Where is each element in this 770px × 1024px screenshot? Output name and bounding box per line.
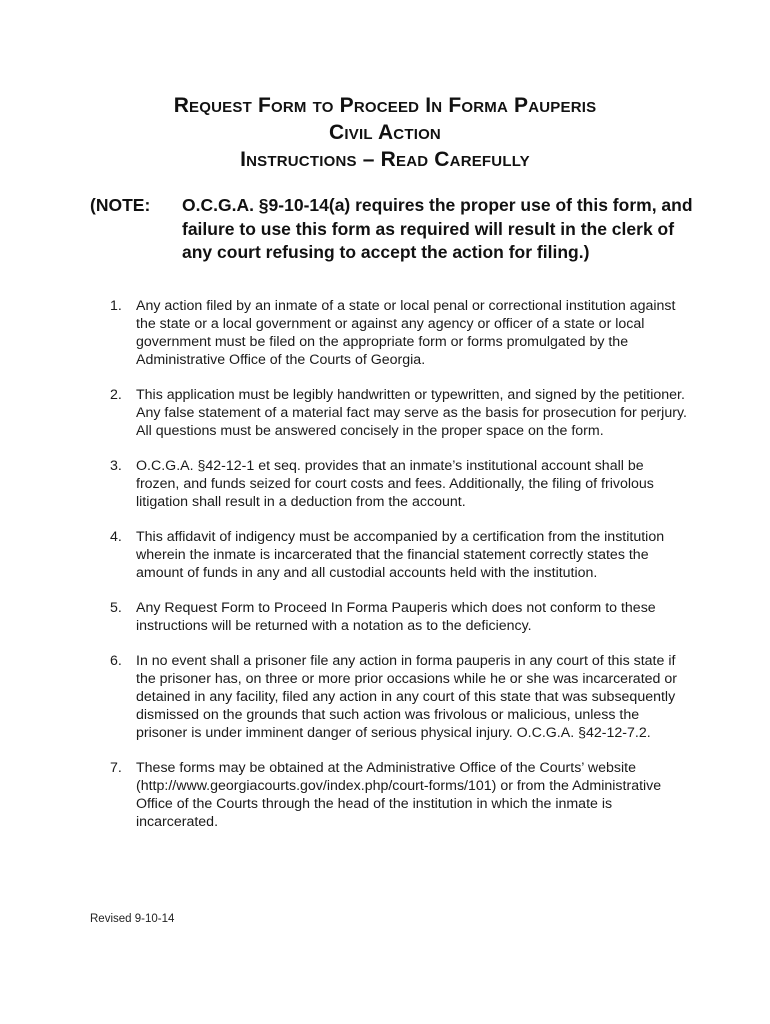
item-number: 4. bbox=[110, 529, 122, 545]
instruction-item bbox=[110, 386, 690, 440]
instruction-list bbox=[110, 297, 690, 848]
note-text: O.C.G.A. §9-10-14(a) requires the proper use of this form, and failure to use this form as required will result in the clerk of any court refusing to accept the action for filing.) bbox=[182, 195, 693, 262]
item-text: Any action filed by an inmate of a state or local penal or correctional institution against the state or a local government or against any agency or officer of a state or local government must be filed on the appropriate form or forms promulgated by the Administrative Office of the Courts of Georgia. bbox=[136, 298, 676, 368]
item-text: This affidavit of indigency must be accompanied by a certification from the institution wherein the inmate is incarcerated that the financial statement correctly states the amount of funds in any and all custodial accounts held with the institution. bbox=[136, 529, 665, 581]
note-label: (NOTE: bbox=[90, 195, 151, 215]
title-line-1: Request Form to Proceed In Forma Pauperis bbox=[173, 94, 597, 117]
item-number: 2. bbox=[110, 387, 122, 403]
item-number: 3. bbox=[110, 458, 122, 474]
document-title bbox=[0, 92, 770, 173]
item-text: O.C.G.A. §42-12-1 et seq. provides that an inmate’s institutional account shall be frozen, and funds seized for court costs and fees. Additionally, the filing of frivolous litigation shall result in a deduction from the account. bbox=[136, 458, 654, 510]
item-number: 5. bbox=[110, 600, 122, 616]
title-line-3: Instructions – Read Carefully bbox=[240, 148, 530, 171]
item-text: Any Request Form to Proceed In Forma Pauperis which does not conform to these instructions will be returned with a notation as to the deficiency. bbox=[136, 600, 656, 634]
item-text: This application must be legibly handwritten or typewritten, and signed by the petitioner. Any false statement of a material fact may serve as the basis for prosecution for perjury. All questions must be answered concisely in the proper space on the form. bbox=[136, 387, 687, 439]
instruction-item bbox=[110, 528, 690, 582]
item-number: 6. bbox=[110, 653, 122, 669]
instruction-item bbox=[110, 759, 690, 831]
instruction-item bbox=[110, 652, 690, 742]
item-number: 7. bbox=[110, 760, 122, 776]
instruction-item bbox=[110, 599, 690, 635]
item-number: 1. bbox=[110, 298, 122, 314]
item-text: In no event shall a prisoner file any action in forma pauperis in any court of this state if the prisoner has, on three or more prior occasions while he or she was incarcerated or detained in any facility, filed any action in any court of this state that was subsequently dismissed on the grounds that such action was frivolous or malicious, unless the prisoner is under imminent danger of serious physical injury. O.C.G.A. §42-12-7.2. bbox=[136, 653, 677, 741]
title-line-2: Civil Action bbox=[329, 121, 441, 144]
revision-footer: Revised 9-10-14 bbox=[90, 913, 175, 925]
instruction-item bbox=[110, 457, 690, 511]
item-text: These forms may be obtained at the Administrative Office of the Courts’ website (http://www.georgiacourts.gov/index.php/court-forms/101) or from the Administrative Office of the Courts through the head of the institution in which the inmate is incarcerated. bbox=[136, 760, 662, 830]
instruction-item bbox=[110, 297, 690, 369]
